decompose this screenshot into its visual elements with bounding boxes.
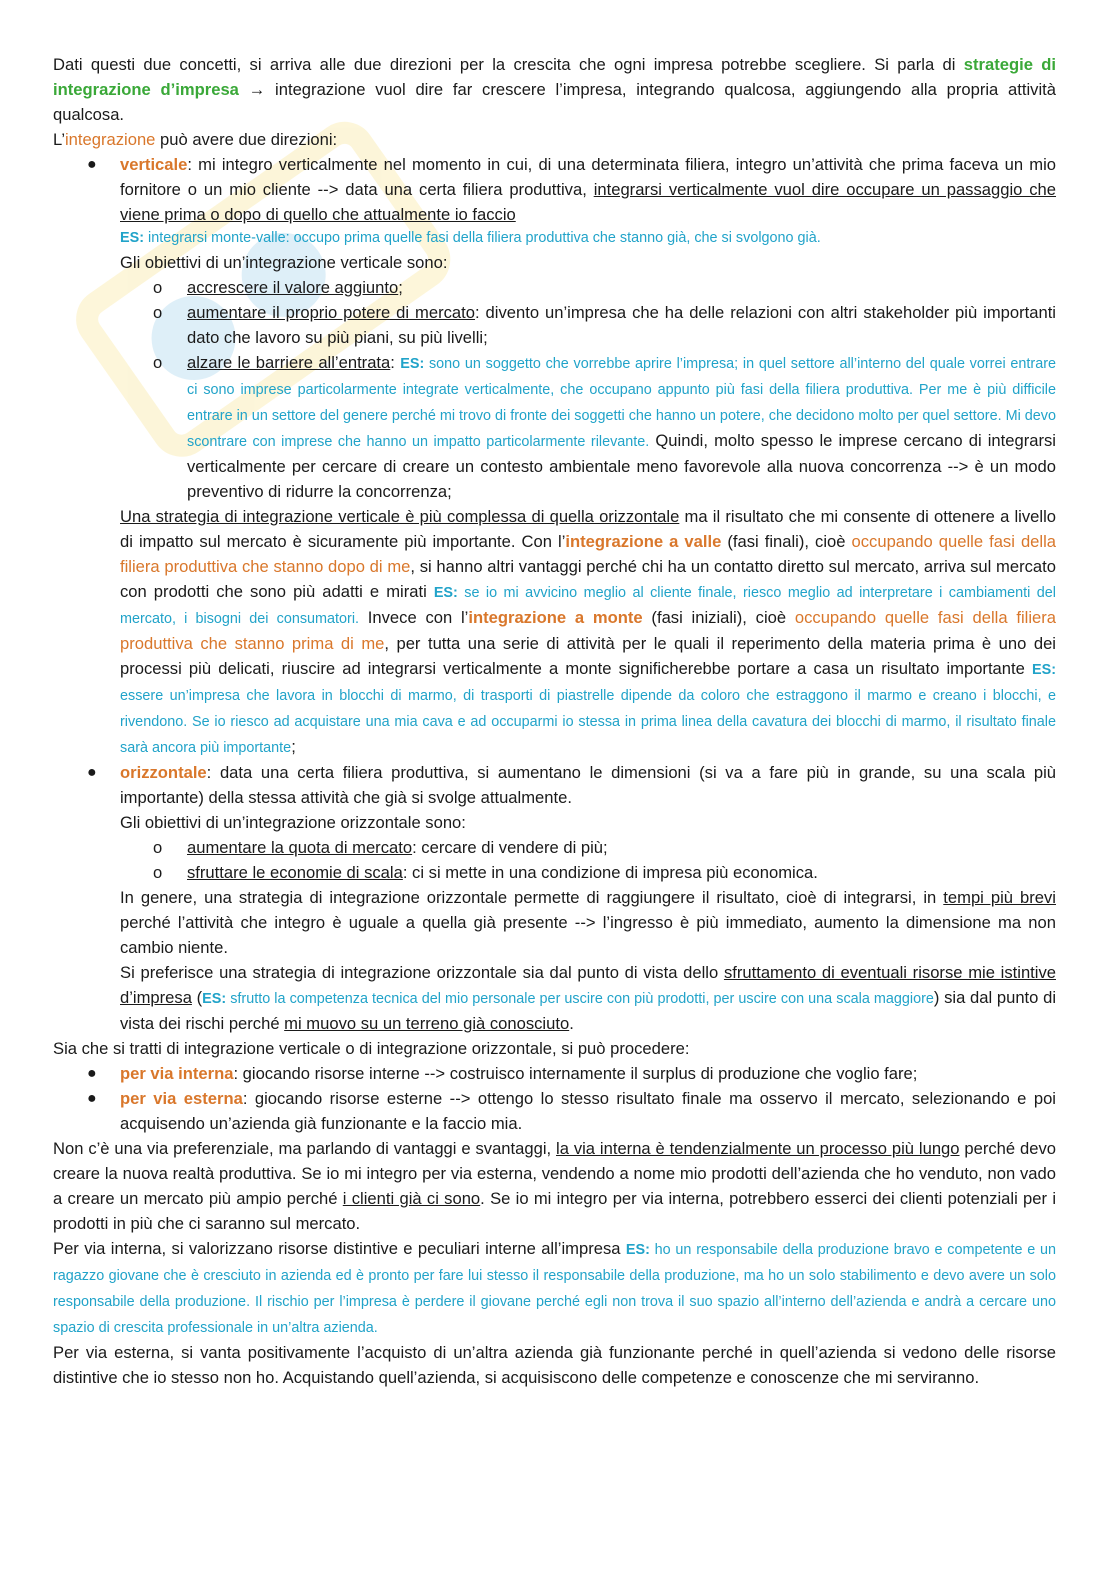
list-item-via-esterna: ● per via esterna: giocando risorse esterne --> ottengo lo stesso risultato finale ma osservo il mercato, selezionando e poi acquisendo un’azienda già funzionante e la faccio mia.: [53, 1086, 1056, 1136]
list-item: o aumentare il proprio potere di mercato: divento un’impresa che ha delle relazioni con altri stakeholder più importanti dato che lavoro su più piani, su più livelli;: [120, 300, 1056, 350]
paragraph-direzioni: L’integrazione può avere due direzioni:: [53, 130, 338, 149]
paragraph-via-interna: Per via interna, si valorizzano risorse distintive e peculiari interne all’impresa ES: ho un responsabile della produzione bravo e competente e un ragazzo giovane che è cresciuto in azienda ed è pronto per fare lui stesso il responsabile della produzione, ma ho un solo stabilimento e devo avere un solo responsabile della produzione. Il rischio per l’impresa è perdere il giovane perché egli non trova il suo spazio all’interno dell’azienda e andrà a cercare uno spazio di crescita professionale in un’altra azienda.: [53, 1239, 1056, 1336]
list-item: o alzare le barriere all’entrata: ES: sono un soggetto che vorrebbe aprire l’impresa; in quel settore all’interno del quale vorrei entrare ci sono imprese particolarmente integrate verticalmente, che occupano appunto più fasi della filiera produttiva. Per me è più difficile entrare in un settore del genere perché mi trovo di fronte dei soggetti che hanno un potere, che decidono molto per quel settore. Mi devo scontrare con imprese che hanno un impatto particolarmente rilevante. Quindi, molto spesso le imprese cercano di integrarsi verticalmente per cercare di creare un contesto ambientale meno favorevole alla nuova concorrenza --> è un modo preventivo di ridurre la concorrenza;: [120, 350, 1056, 504]
circle-bullet-icon: o: [153, 353, 163, 372]
bullet-icon: ●: [87, 1090, 97, 1107]
obiettivi-orizzontale-list: [120, 835, 1056, 885]
vie-list: [53, 1061, 1056, 1136]
list-item-orizzontale: ● orizzontale: data una certa filiera produttiva, si aumentano le dimensioni (si va a fare più in grande, su una scala più importante) della stessa attività che già si svolge attualmente. Gli obiettivi di un’integrazione orizzontale sono: o aumentare la quota di mercato: cercare di vendere di più; o sfruttare le economie di scala: ci si mette in una condizione di impresa più economica. In genere, una strategia di integrazione orizzontale permette di raggiungere il risultato, cioè di integrarsi, in tempi più brevi perché l’attività che integro è uguale a quella già presente --> l’ingresso è più immediato, aumento la dimensione ma non cambio niente. Si preferisce una strategia di integrazione orizzontale sia dal punto di vista dello sfruttamento di eventuali risorse mie istintive d’impresa (ES: sfrutto la competenza tecnica del mio personale per uscire con più prodotti, per uscire con una scala maggiore) sia dal punto di vista dei rischi perché mi muovo su un terreno già conosciuto.: [53, 760, 1056, 1036]
list-item: o accrescere il valore aggiunto;: [120, 275, 1056, 300]
paragraph-complessita: Una strategia di integrazione verticale è più complessa di quella orizzontale ma il risultato che mi consente di ottenere a livello di impatto sul mercato è sicuramente più importante. Con l’integrazione a valle (fasi finali), cioè occupando quelle fasi della filiera produttiva che stanno dopo di me, si hanno altri vantaggi perché chi ha un contatto diretto sul mercato, arriva sul mercato con prodotti che sono più adatti e mirati ES: se io mi avvicino meglio al cliente finale, riesco meglio ad interpretare i cambiamenti del mercato, i bisogni dei consumatori. Invece con l’integrazione a monte (fasi iniziali), cioè occupando quelle fasi della filiera produttiva che stanno prima di me, per tutta una serie di attività per le quali il reperimento della materia prima è uno dei processi più delicati, riuscire ad integrarsi verticalmente a monte significherebbe portare a casa un risultato importante ES: essere un’impresa che lavora in blocchi di marmo, di trasporti di piastrelle dipende da coloro che estraggono il marmo e creano i blocchi, e rivendono. Se io riesco ad acquistare una mia cava e ad occuparmi io stessa in prima linea della cavatura dei blocchi di marmo, il risultato finale sarà ancora più importante;: [120, 507, 1057, 756]
circle-bullet-icon: o: [153, 278, 163, 297]
document-page: [53, 52, 1056, 1390]
list-item: o aumentare la quota di mercato: cercare di vendere di più;: [120, 835, 1056, 860]
paragraph-via-esterna: Per via esterna, si vanta positivamente l’acquisto di un’altra azienda già funzionante perché in quell’azienda si vedono delle risorse distintive che io stesso non ho. Acquistando quell’azienda, si acquisiscono delle competenze e conoscenze che mi serviranno.: [53, 1343, 1056, 1387]
bullet-icon: ●: [87, 1065, 97, 1082]
paragraph-intro: Dati questi due concetti, si arriva alle due direzioni per la crescita che ogni impresa potrebbe scegliere. Si parla di strategie di integrazione d’impresa → integrazione vuol dire far crescere l’impresa, integrando qualcosa, aggiungendo alla propria attività qualcosa.: [53, 55, 1057, 124]
bullet-icon: ●: [87, 156, 97, 173]
list-item: o sfruttare le economie di scala: ci si mette in una condizione di impresa più economica.: [120, 860, 1056, 885]
list-item-verticale: ● verticale: mi integro verticalmente nel momento in cui, di una determinata filiera, integro un’attività che prima faceva un mio fornitore o un mio cliente --> data una certa filiera produttiva, integrarsi verticalmente vuol dire occupare un passaggio che viene prima o dopo di quello che attualmente io faccio ES: integrarsi monte-valle: occupo prima quelle fasi della filiera produttiva che stanno già, che si svolgono già. Gli obiettivi di un’integrazione verticale sono: o accrescere il valore aggiunto; o aumentare il proprio potere di mercato: divento un’impresa che ha delle relazioni con altri stakeholder più importanti dato che lavoro su più piani, su più livelli; o alzare le barriere all’entrata: ES: sono un soggetto che vorrebbe aprire l’impresa; in quel settore all’interno del quale vorrei entrare ci sono imprese particolarmente integrate verticalmente, che occupano appunto più fasi della filiera produttiva. Per me è più difficile entrare in un settore del genere perché mi trovo di fronte dei soggetti che hanno un potere, che decidono molto per quel settore. Mi devo scontrare con imprese che hanno un impatto particolarmente rilevante. Quindi, molto spesso le imprese cercano di integrarsi verticalmente per cercare di creare un contesto ambientale meno favorevole alla nuova concorrenza --> è un modo preventivo di ridurre la concorrenza; Una strategia di integrazione verticale è più complessa di quella orizzontale ma il risultato che mi consente di ottenere a livello di impatto sul mercato è sicuramente più importante. Con l’integrazione a valle (fasi finali), cioè occupando quelle fasi della filiera produttiva che stanno dopo di me, si hanno altri vantaggi perché chi ha un contatto diretto sul mercato, arriva sul mercato con prodotti che sono più adatti e mirati ES: se io mi avvicino meglio al cliente finale, riesco meglio ad interpretare i cambiamenti del mercato, i bisogni dei consumatori. Invece con l’integrazione a monte (fasi iniziali), cioè occupando quelle fasi della filiera produttiva che stanno prima di me, per tutta una serie di attività per le quali il reperimento della materia prima è uno dei processi più delicati, riuscire ad integrarsi verticalmente a monte significherebbe portare a casa un risultato importante ES: essere un’impresa che lavora in blocchi di marmo, di trasporti di piastrelle dipende da coloro che estraggono il marmo e creano i blocchi, e rivendono. Se io riesco ad acquistare una mia cava e ad occuparmi io stessa in prima linea della cavatura dei blocchi di marmo, il risultato finale sarà ancora più importante;: [53, 152, 1056, 760]
circle-bullet-icon: o: [153, 863, 163, 882]
list-item-via-interna: ● per via interna: giocando risorse interne --> costruisco internamente il surplus di produzione che voglio fare;: [53, 1061, 1056, 1086]
paragraph-vie: Sia che si tratti di integrazione verticale o di integrazione orizzontale, si può procedere:: [53, 1039, 690, 1058]
bullet-icon: ●: [87, 764, 97, 781]
term-integrazione: integrazione: [65, 130, 156, 149]
term-strategie: strategie di integrazione d’impresa: [53, 55, 1057, 99]
circle-bullet-icon: o: [153, 303, 163, 322]
paragraph-preferenziale: Non c’è una via preferenziale, ma parlando di vantaggi e svantaggi, la via interna è tendenzialmente un processo più lungo perché devo creare la nuova realtà produttiva. Se io mi integro per via esterna, vendendo a nome mio prodotti dell’azienda che ho venduto, non vado a creare un mercato più ampio perché i clienti già ci sono. Se io mi integro per via interna, potrebbero esserci dei clienti potenziali per i prodotti in più che ci saranno sul mercato.: [53, 1139, 1057, 1233]
direzioni-list: [53, 152, 1056, 1036]
example-note: ES: integrarsi monte-valle: occupo prima quelle fasi della filiera produttiva che stanno già, che si svolgono già.: [120, 230, 821, 246]
circle-bullet-icon: o: [153, 838, 163, 857]
obiettivi-verticale-list: [120, 275, 1056, 504]
